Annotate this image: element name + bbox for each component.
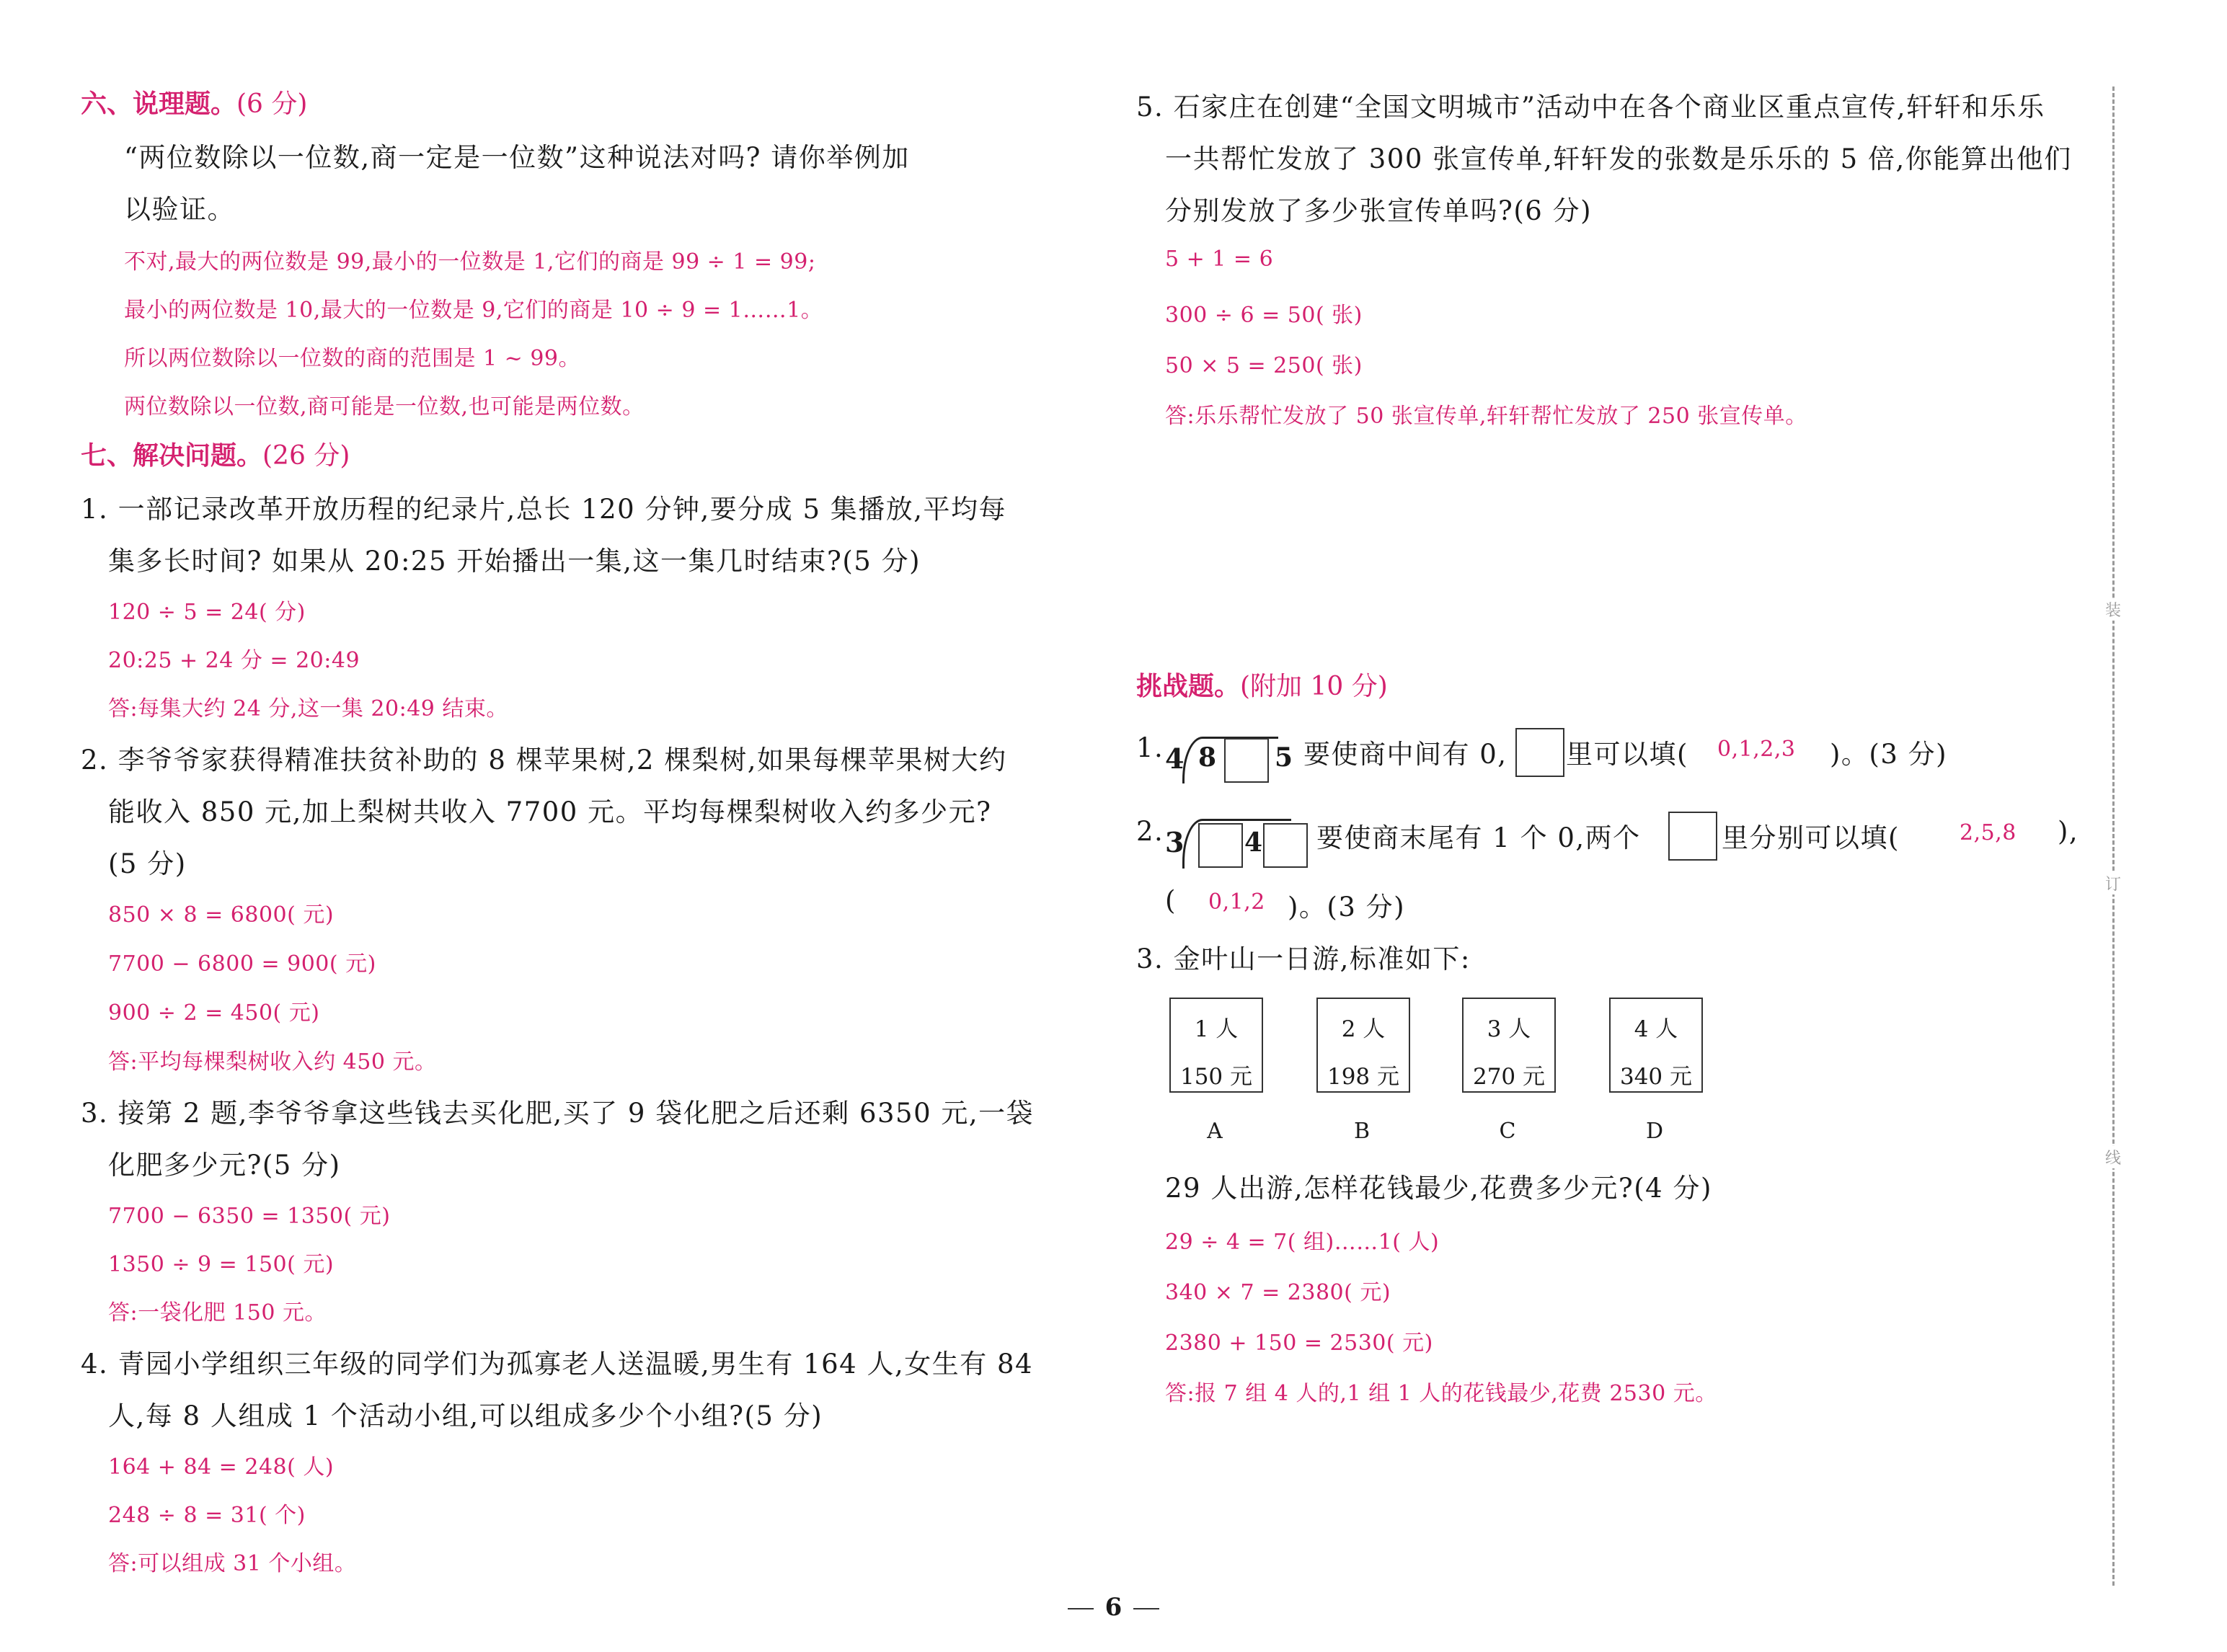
section-6-answer-line: 不对,最大的两位数是 99,最小的一位数是 1,它们的商是 99 ÷ 1 = 99; [124,249,816,275]
challenge-2-open-paren: ( [1165,885,1177,916]
question-2-answer: 850 × 8 = 6800( 元) [108,902,335,928]
challenge-2-digit: 4 [1244,827,1263,858]
option-price: 198 元 [1327,1064,1400,1090]
question-5-line: 分别发放了多少张宣传单吗?(6 分) [1165,195,1593,226]
challenge-heading [1136,666,1388,703]
question-2-answer: 答:平均每棵梨树收入约 450 元。 [108,1049,437,1075]
section-6-answer-line: 所以两位数除以一位数的商的范围是 1 ~ 99。 [124,346,581,371]
challenge-1-text: 要使商中间有 0, [1303,739,1507,770]
question-3-answer: 答:一袋化肥 150 元。 [108,1300,327,1325]
challenge-1-row [1136,728,2102,786]
question-2-line: 2. 李爷爷家获得精准扶贫补助的 8 棵苹果树,2 棵梨树,如果每棵苹果树大约 [81,745,1007,776]
question-5-line: 一共帮忙发放了 300 张宣传单,轩轩发的张数是乐乐的 5 倍,你能算出他们 [1165,143,2072,174]
question-1-answer: 答:每集大约 24 分,这一集 20:49 结束。 [108,696,508,721]
question-3-line: 化肥多少元?(5 分) [108,1150,341,1181]
option-people: 1 人 [1194,1016,1239,1042]
challenge-title: 挑战题。 [1136,671,1241,701]
question-5-answer: 300 ÷ 6 = 50( 张) [1165,303,1363,328]
question-4-answer: 164 + 84 = 248( 人) [108,1455,335,1480]
page-footer [0,1593,2227,1622]
challenge-2-answer: 2,5,8 [1960,820,2016,845]
option-label: B [1353,1119,1371,1144]
option-price: 150 元 [1179,1064,1253,1090]
challenge-2-number: 2. [1136,816,1164,847]
challenge-points: (附加 10 分) [1240,672,1388,701]
challenge-1-text: 里可以填( [1566,739,1688,770]
question-5-line: 5. 石家庄在创建“全国文明城市”活动中在各个商业区重点宣传,轩轩和乐乐 [1136,92,2045,123]
challenge-1-text: )。(3 分) [1830,739,1948,770]
question-4-answer: 248 ÷ 8 = 31( 个) [108,1503,306,1528]
binding-dashed-line [2112,86,2115,1586]
challenge-2-row [1136,810,2102,875]
option-label: C [1499,1119,1516,1144]
challenge-3-title: 3. 金叶山一日游,标准如下: [1136,943,1471,974]
challenge-2-blank-box[interactable] [1198,823,1243,868]
question-4-line: 4. 青园小学组织三年级的同学们为孤寡老人送温暖,男生有 164 人,女生有 84 [81,1349,1034,1380]
price-option-a [1169,998,1263,1093]
option-price: 340 元 [1619,1064,1693,1090]
price-option-b [1316,998,1410,1093]
question-2-line: 能收入 850 元,加上梨树共收入 7700 元。平均每棵梨树收入约多少元? [108,796,992,827]
question-2-line: (5 分) [108,848,187,879]
question-2-answer: 900 ÷ 2 = 450( 元) [108,1000,320,1026]
question-3-answer: 1350 ÷ 9 = 150( 元) [108,1252,335,1277]
challenge-1-blank-box[interactable] [1224,738,1269,783]
section-6-points: (6 分) [236,89,308,119]
challenge-3-question: 29 人出游,怎样花钱最少,花费多少元?(4 分) [1165,1173,1712,1204]
question-5-answer: 50 × 5 = 250( 张) [1165,353,1363,378]
challenge-1-divisor: 4 [1165,742,1185,775]
question-4-line: 人,每 8 人组成 1 个活动小组,可以组成多少个小组?(5 分) [108,1400,823,1431]
section-6-answer-line: 两位数除以一位数,商可能是一位数,也可能是两位数。 [124,394,645,419]
section-6-title: 六、说理题。 [81,89,237,119]
challenge-3-answer: 2380 + 150 = 2530( 元) [1165,1331,1433,1356]
question-3-line: 3. 接第 2 题,李爷爷拿这些钱去买化肥,买了 9 袋化肥之后还剩 6350 元,一袋 [81,1098,1035,1129]
option-price: 270 元 [1472,1064,1546,1090]
option-label: A [1207,1119,1223,1144]
section-6-question-line: “两位数除以一位数,商一定是一位数”这种说法对吗? 请你举例加 [124,142,910,173]
option-people: 2 人 [1341,1016,1386,1042]
question-5-answer: 答:乐乐帮忙发放了 50 张宣传单,轩轩帮忙发放了 250 张宣传单。 [1165,404,1807,429]
challenge-1-answer: 0,1,2,3 [1717,737,1796,762]
binding-char: 线 [2101,1146,2125,1168]
binding-char: 订 [2101,872,2125,894]
challenge-3-answer: 340 × 7 = 2380( 元) [1165,1280,1391,1305]
challenge-2-divisor: 3 [1165,826,1185,858]
challenge-1-digit: 5 [1275,742,1293,773]
challenge-2-text: 要使商末尾有 1 个 0,两个 [1316,822,1641,853]
footer-dash [1068,1608,1094,1609]
question-3-answer: 7700 − 6350 = 1350( 元) [108,1204,391,1229]
section-6-answer-line: 最小的两位数是 10,最大的一位数是 9,它们的商是 10 ÷ 9 = 1……1。 [124,298,823,323]
section-6-question-line: 以验证。 [124,194,235,225]
question-4-answer: 答:可以组成 31 个小组。 [108,1551,357,1576]
question-2-answer: 7700 − 6800 = 900( 元) [108,951,376,977]
question-5-answer: 5 + 1 = 6 [1165,247,1274,272]
section-6-heading [81,84,307,120]
challenge-1-number: 1. [1136,732,1164,763]
challenge-1-digit: 8 [1198,742,1217,773]
challenge-2-blank-box[interactable] [1263,823,1308,868]
option-people: 4 人 [1634,1016,1678,1042]
section-7-points: (26 分) [262,441,350,471]
challenge-1-reference-box [1515,728,1564,777]
challenge-2-text: )。(3 分) [1288,892,1406,923]
option-label: D [1645,1119,1664,1144]
challenge-2-reference-box [1668,812,1717,861]
challenge-3-answer: 答:报 7 组 4 人的,1 组 1 人的花钱最少,花费 2530 元。 [1165,1381,1717,1406]
question-1-line: 1. 一部记录改革开放历程的纪录片,总长 120 分钟,要分成 5 集播放,平均每 [81,494,1007,525]
challenge-2-text: ), [2058,816,2079,847]
footer-dash [1133,1608,1159,1609]
section-7-heading [81,435,350,472]
challenge-2-text: 里分别可以填( [1722,822,1900,853]
section-7-title: 七、解决问题。 [81,440,263,471]
question-1-answer: 20:25 + 24 分 = 20:49 [108,648,360,673]
option-people: 3 人 [1487,1016,1531,1042]
binding-char: 装 [2101,598,2125,621]
question-1-line: 集多长时间? 如果从 20:25 开始播出一集,这一集几时结束?(5 分) [108,546,921,577]
challenge-3-answer: 29 ÷ 4 = 7( 组)……1( 人) [1165,1230,1440,1255]
price-option-d [1609,998,1703,1093]
page-number: 6 [1104,1593,1123,1622]
question-1-answer: 120 ÷ 5 = 24( 分) [108,600,306,625]
challenge-2-answer: 0,1,2 [1208,889,1265,915]
price-option-c [1462,998,1556,1093]
